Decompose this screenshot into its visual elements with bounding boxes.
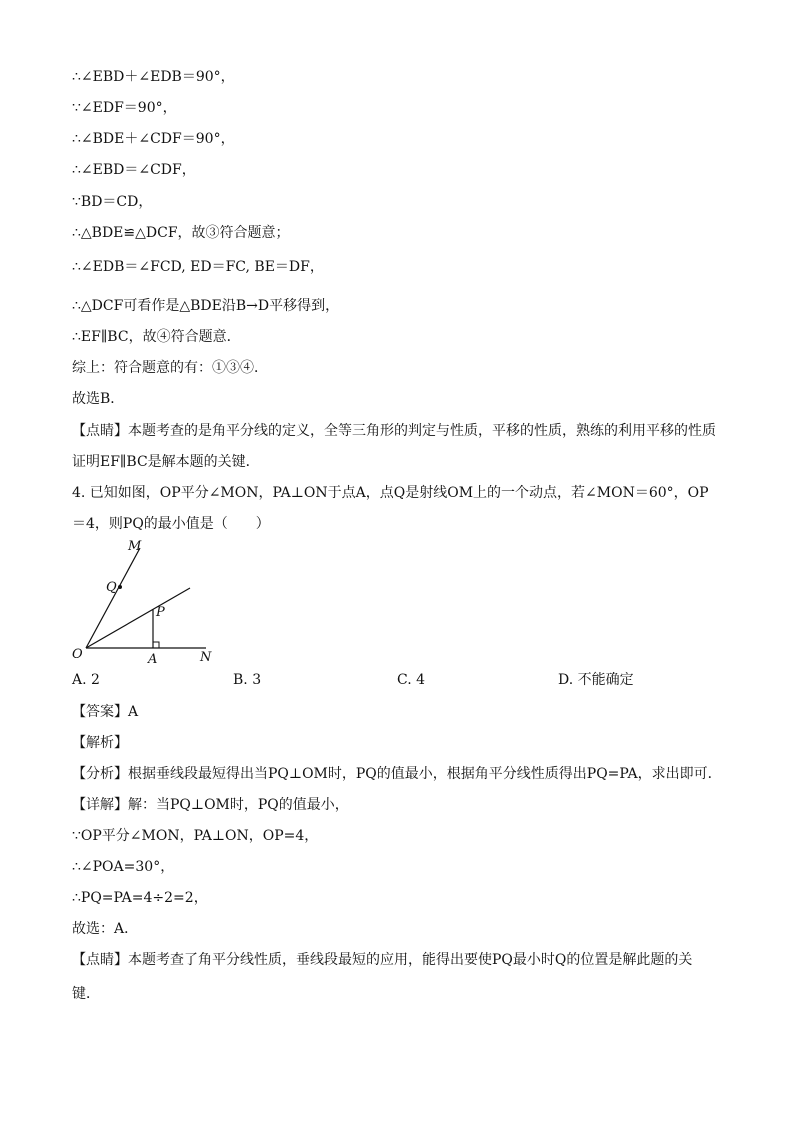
detail-line: ∴PQ=PA=4÷2=2， [72, 890, 208, 906]
text-line: ∴EF∥BC，故④符合题意． [72, 329, 241, 345]
option-c: C. 4 [397, 672, 426, 688]
text-line: ∴△DCF可看作是△BDE沿B→D平移得到， [72, 298, 340, 314]
option-b: B. 3 [233, 672, 262, 688]
label-q: Q [106, 580, 117, 595]
text-line: ∴∠EBD＝∠CDF， [72, 162, 196, 178]
answer-label: 【答案】A [72, 704, 139, 720]
question-title-continued: ＝4，则PQ的最小值是（ ） [72, 516, 270, 532]
detail-line: ∵OP平分∠MON，PA⊥ON，OP=4， [72, 828, 319, 844]
geometry-figure [70, 536, 230, 666]
text-line: ∴∠EBD＋∠EDB＝90°， [72, 69, 235, 85]
right-angle-mark [153, 642, 159, 648]
analysis-text: 【分析】根据垂线段最短得出当PQ⊥OM时，PQ的值最小，根据角平分线性质得出PQ=PA，求出即可． [72, 766, 722, 782]
comment-text: 【点睛】本题考查了角平分线性质，垂线段最短的应用，能得出要使PQ最小时Q的位置是解此题的关 [72, 952, 693, 968]
text-line: ∴∠BDE＋∠CDF＝90°， [72, 131, 235, 147]
text-line: 【点睛】本题考查的是角平分线的定义，全等三角形的判定与性质，平移的性质，熟练的利用平移的性质 [72, 423, 716, 439]
option-a: A. 2 [72, 672, 100, 688]
comment-text-continued: 键． [72, 986, 100, 1002]
label-p: P [156, 605, 165, 620]
label-o: O [72, 647, 83, 662]
label-n: N [200, 650, 212, 665]
text-line: ∴∠EDB＝∠FCD, ED＝FC, BE＝DF， [72, 259, 324, 275]
point-q [118, 585, 122, 589]
answer-options [72, 670, 692, 690]
text-line: 综上：符合题意的有：①③④． [72, 360, 268, 376]
text-line: 证明EF∥BC是解本题的关键． [72, 454, 260, 470]
analysis-label: 【解析】 [72, 735, 128, 751]
text-line: 故选B． [72, 391, 125, 407]
option-d: D. 不能确定 [558, 672, 634, 688]
question-title: 4. 已知如图，OP平分∠MON，PA⊥ON于点A，点Q是射线OM上的一个动点，若∠MON＝60°，OP [72, 485, 709, 501]
label-m: M [128, 539, 142, 554]
text-line: ∵BD＝CD， [72, 194, 153, 210]
text-line: ∴△BDE≌△DCF，故③符合题意； [72, 225, 290, 241]
detail-line: 故选：A． [72, 921, 139, 937]
text-line: ∵∠EDF＝90°， [72, 100, 177, 116]
detail-text: 【详解】解：当PQ⊥OM时，PQ的值最小， [72, 797, 349, 813]
detail-line: ∴∠POA=30°， [72, 859, 175, 875]
label-a: A [148, 652, 158, 666]
